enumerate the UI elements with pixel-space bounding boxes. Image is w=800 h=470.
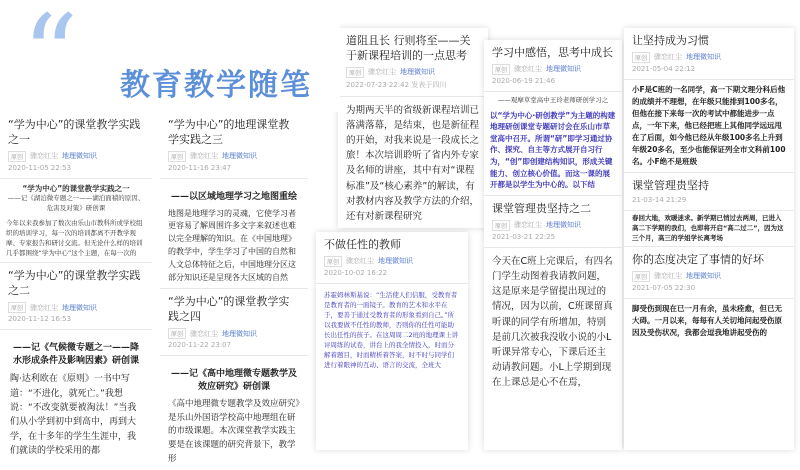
post-card[interactable] [624, 28, 794, 80]
post-meta [8, 302, 144, 313]
post-title[interactable]: 道阻且长 行则将至——关于新课程培训的一点思考 [346, 34, 471, 62]
post-date: 2020-11-05 22:53 [8, 163, 72, 172]
post-card[interactable] [0, 112, 152, 179]
category-link[interactable]: 地理微知识 [62, 303, 98, 312]
source-tag: 原创 [8, 302, 26, 313]
article-excerpt: 今年以来我参加了数次由乐山市教科所或学校组织的培训学习，每一次的培训都离不开教学观摩、专家报告和研讨交流。但无论什么样的培训几乎都围绕“学为中心”这个主题，在每一次的 [6, 219, 143, 257]
post-title[interactable]: “学为中心”的课堂教学实践之二 [8, 269, 141, 298]
author-name[interactable]: 骤恋红尘 [30, 152, 59, 161]
source-tag: 原创 [632, 271, 650, 282]
article-heading: ——以区域地理学习之地图重绘 [170, 191, 297, 202]
source-tag: 原创 [346, 67, 364, 78]
post-title[interactable]: 课堂管理贵坚持 [632, 178, 709, 192]
post-date: 21-03-14 21:29 [632, 195, 687, 204]
category-link[interactable]: 地理微知识 [378, 257, 414, 266]
post-column-4 [316, 232, 468, 450]
post-title[interactable]: “学为中心”的地理课堂教学实践之三 [168, 118, 290, 146]
article-excerpt: 春回大地，欢暖迷求。新学期已悄过去两周，已进入高二下学期的我们，也即将开启“高二过二”，因为这三个月，高三的学姐学长离考场 [632, 213, 784, 243]
category-link[interactable]: 地理微知识 [686, 272, 722, 281]
article-excerpt: 地图是地理学习的灵魂，它使学习者更容易了解周围许多文字来叙述也难以完全理解的知识。在《中国地理》的教学中，学生学习了中国的自然和人文总体特征之后，中国地理分区这部分知识还是呈现各大区域的自然 [168, 208, 296, 282]
author-name[interactable]: 骤恋红尘 [514, 65, 543, 74]
post-date: 2021-07-05 22:30 [632, 283, 696, 292]
post-date: 2020-06-19 21:46 [492, 76, 556, 85]
article-title: “学为中心”的课堂教学实践之一 [22, 183, 130, 193]
post-meta [168, 328, 300, 339]
source-tag: 原创 [492, 64, 510, 75]
post-meta [8, 151, 144, 162]
author-name[interactable]: 骤恋红尘 [30, 303, 59, 312]
post-date-location: 2022-07-23 22:42 发表于四川 [346, 80, 447, 89]
post-date: 2021-05-04 22:12 [632, 64, 696, 73]
source-tag: 原创 [632, 52, 650, 63]
quote-mark-icon: “ [22, 0, 79, 119]
author-name[interactable]: 骤恋红尘 [190, 152, 219, 161]
category-link[interactable]: 地理微知识 [62, 152, 98, 161]
post-date: 2020-11-16 23:47 [168, 163, 232, 172]
post-card[interactable] [160, 288, 308, 356]
category-link[interactable]: 地理微知识 [222, 152, 258, 161]
post-meta [632, 52, 786, 63]
article-subtitle: ——记《湖泊微专题之一——湖泊面積的原因、危害及对策》研创课 [7, 193, 145, 212]
article-excerpt: 以“学为中心·研创教学”为主题的构建地理研创课堂专题研讨会在乐山市草堂高中召开。所谓“研”即学习通过协作、探究、自主等方式展开自习行为，“创”即创建结构知识，形成关键能力、创立核心价值。而这一课的展开都是以学生为中心的。以下结 [490, 110, 616, 190]
post-title[interactable]: “学为中心”的课堂教学实践之一 [8, 118, 141, 146]
author-name[interactable]: 骤恋红尘 [514, 221, 543, 230]
article-excerpt: 苏霍姆林斯基说：“生活使人们信服，受教育者是教育者的一面镜子。教育的艺术和水平在于，要善于通过受教育者的形象看到自己。”所以我要做不任性的教师，否则你的任性可能助长出任性的孩子。在这周周二2班的地理课上讲评周练的试卷，讲台上的我全情投入，时而分解着题目，时而精析着答案，时不时与同学们进行着眼神的互动、语言的交流，全班大 [324, 290, 459, 370]
post-column-5 [484, 40, 622, 450]
post-card[interactable] [624, 246, 794, 299]
post-column-6 [624, 28, 794, 450]
post-meta [632, 271, 786, 282]
author-name[interactable]: 骤恋红尘 [368, 68, 397, 77]
post-meta [346, 67, 480, 78]
post-date: 2020-10-02 16:22 [324, 268, 388, 277]
post-title[interactable]: 不做任性的教师 [324, 238, 401, 251]
article-heading: ——记《气候微专题之一——降水形成条件及影响因素》研创课 [12, 343, 139, 367]
article-excerpt: 小F是C班的一名同学，高一下期文理分科后他的成绩并不理想，在年级只能排到100多名，但他在接下来每一次的考试中都能进步一点点，一年下来，他已经把班上其他同学远远甩在了后面，如今他已经从年级100多名上升到年级20多名，至少也能保证列全市文科前100名。小F绝不是班级 [632, 84, 786, 166]
category-link[interactable]: 地理微知识 [400, 68, 436, 77]
article-excerpt: 为期两天半的省级新课程培训已落满落幕，是结束，也是新征程的开始，对我来说是一段成长之旅！本次培训聆听了省内外专家及名师的讲座，其中有对“课程标准”及“核心素养”的解读，有对教材内容及教学方法的介绍，还有对新课程研究 [346, 104, 480, 222]
source-tag: 原创 [168, 151, 186, 162]
source-tag: 原创 [324, 256, 342, 267]
post-title[interactable]: 课堂管理贵坚持之二 [492, 201, 591, 215]
author-name[interactable]: 骤恋红尘 [190, 329, 219, 338]
article-excerpt: 陶·达利欧在《原则》一书中写道：“不进化，就死亡。”我想说：“不改变就要被淘汰！”当我们从小学到初中到高中，再到大学，在十多年的学生生涯中，我们就读的学校采用的都 [10, 374, 137, 457]
post-meta [324, 256, 460, 267]
article-heading: ——记《高中地理微专题教学及效应研究》研创课 [170, 369, 297, 393]
post-title[interactable]: “学为中心”的课堂教学实践之四 [168, 295, 290, 324]
source-tag: 原创 [8, 151, 26, 162]
post-meta [492, 220, 614, 231]
post-column-3 [338, 28, 488, 228]
post-meta [168, 151, 300, 162]
category-link[interactable]: 地理微知识 [546, 65, 582, 74]
post-date: 2020-11-22 23:07 [168, 341, 232, 350]
article-subtitle: ——观摩草堂高中王玲老师研创学习之 [497, 95, 609, 104]
post-title[interactable]: 让坚持成为习惯 [632, 34, 709, 47]
post-card[interactable] [484, 195, 622, 248]
post-title[interactable]: 学习中感悟，思考中成长 [492, 46, 613, 59]
hero-title: 教育教学随笔 [120, 68, 312, 103]
post-card[interactable] [0, 262, 152, 330]
post-date: 2020-11-12 16:53 [8, 315, 72, 324]
category-link[interactable]: 地理微知识 [222, 329, 258, 338]
article-excerpt: 脚受伤到现在已一月有余，虽未痊愈，但已无大碍。一月以来，每每有人关切地问起受伤原因及受伤状况，我都会逗我地讲起受伤的 [632, 303, 782, 337]
article-excerpt: 《高中地理微专题教学及效应研究》是乐山外国语学校高中地理组在研的市级课题。本次课堂教学实践主要是在该课题的研究背景下，教学形 [168, 399, 300, 464]
post-meta [492, 64, 614, 75]
post-card[interactable] [316, 232, 468, 284]
post-card[interactable] [160, 112, 308, 179]
category-link[interactable]: 地理微知识 [546, 221, 582, 230]
category-link[interactable]: 地理微知识 [686, 53, 722, 62]
author-name[interactable]: 骤恋红尘 [346, 257, 375, 266]
post-card[interactable] [484, 40, 622, 92]
source-tag: 原创 [168, 328, 186, 339]
author-name[interactable]: 骤恋红尘 [654, 272, 683, 281]
post-title[interactable]: 你的态度决定了事情的好坏 [632, 252, 764, 266]
post-card[interactable] [338, 28, 488, 97]
post-card[interactable] [624, 172, 794, 211]
source-tag: 原创 [492, 220, 510, 231]
article-excerpt: 今天在C班上完课后，有四名门学生动图着我请教问题，这是原来是学留提出现过的情况，因为以前，C班课留真听课的同学有所增加，特别是前几次被我没收小说的小L听课异常专心，下课后还主动请教问题。小L上学期到现在上课总是心不在焉， [492, 255, 613, 389]
post-date: 2021-03-21 22:25 [492, 232, 556, 241]
author-name[interactable]: 骤恋红尘 [654, 53, 683, 62]
